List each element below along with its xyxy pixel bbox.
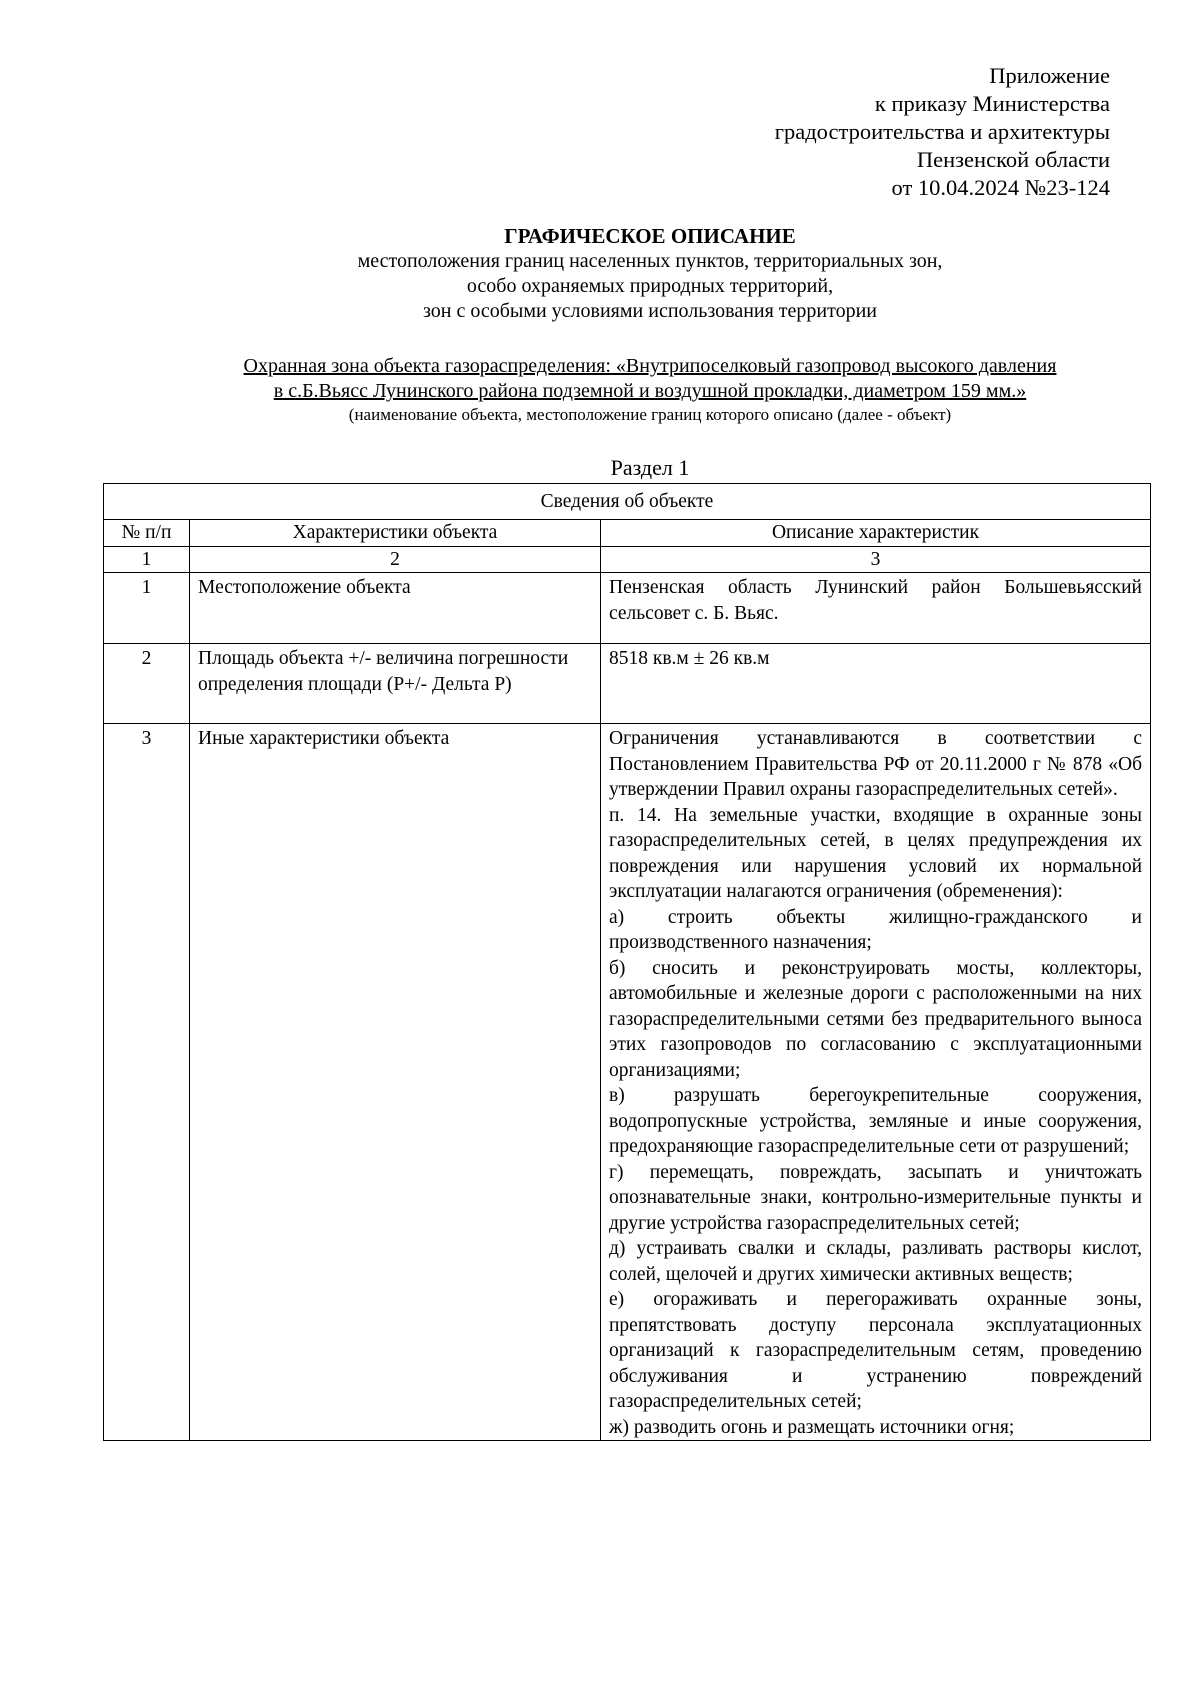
description-paragraph: п. 14. На земельные участки, входящие в охранные зоны газораспределительных сетей, в целях предупреждения их повреждения или нарушения условий их нормальной эксплуатации налагаются ограничения (обременения):: [609, 804, 1142, 902]
description-paragraph: 8518 кв.м ± 26 кв.м: [609, 648, 770, 669]
table-caption-row: [104, 484, 1151, 520]
object-name-line: Охранная зона объекта газораспределения: «Внутрипоселковый газопровод высокого давления: [243, 355, 1057, 377]
row-number: 1: [104, 573, 190, 644]
table-column-numbers-row: [104, 546, 1151, 573]
table-caption: Сведения об объекте: [104, 484, 1151, 520]
description-paragraph: а) строить объекты жилищно-гражданского и производственного назначения;: [609, 906, 1142, 953]
table-row: [104, 724, 1151, 1441]
appendix-line: градостроительства и архитектуры: [774, 119, 1110, 144]
column-header: Характеристики объекта: [190, 520, 601, 547]
row-description: [601, 724, 1151, 1441]
table-row: [104, 644, 1151, 724]
description-paragraph: е) огораживать и перегораживать охранные зоны, препятствовать доступу персонала эксплуатационных организаций к газораспределительным сетям, проведению обслуживания и устранению повреждений газораспределительных сетей;: [609, 1289, 1142, 1412]
row-description: [601, 644, 1151, 724]
appendix-header: [775, 62, 1110, 202]
description-paragraph: в) разрушать берегоукрепительные сооружения, водопропускные устройства, земляные и иные сооружения, предохраняющие газораспределительные сети от разрушений;: [609, 1085, 1142, 1157]
row-characteristic: Иные характеристики объекта: [190, 724, 601, 1441]
object-name-line: в с.Б.Вьясс Лунинского района подземной и воздушной прокладки, диаметром 159 мм.»: [273, 380, 1027, 402]
title-subline: особо охраняемых природных территорий,: [466, 275, 834, 297]
object-info-table: [103, 483, 1151, 1441]
description-paragraph: д) устраивать свалки и склады, разливать растворы кислот, солей, щелочей и других химически активных веществ;: [609, 1238, 1142, 1285]
description-paragraph: б) сносить и реконструировать мосты, коллекторы, автомобильные и железные дороги с расположенными на них газораспределительными сетями без предварительного выноса этих газопроводов по согласованию с эксплуатационными организациями;: [609, 957, 1142, 1081]
appendix-line: Пензенской области: [916, 147, 1110, 172]
column-header: № п/п: [104, 520, 190, 547]
column-number: 1: [104, 546, 190, 573]
row-description: [601, 573, 1151, 644]
document-title-block: [103, 224, 1197, 324]
table-row: [104, 573, 1151, 644]
description-paragraph: Пензенская область Лунинский район Большевьясский сельсовет с. Б. Вьяс.: [609, 577, 1142, 624]
document-title: ГРАФИЧЕСКОЕ ОПИСАНИЕ: [504, 224, 796, 248]
column-header: Описание характеристик: [601, 520, 1151, 547]
object-name-caption: (наименование объекта, местоположение границ которого описано (далее - объект): [348, 405, 952, 424]
description-paragraph: Ограничения устанавливаются в соответствии с Постановлением Правительства РФ от 20.11.2000 г № 878 «Об утверждении Правил охраны газораспределительных сетей».: [609, 728, 1142, 800]
row-number: 3: [104, 724, 190, 1441]
description-paragraph: г) перемещать, повреждать, засыпать и уничтожать опознавательные знаки, контрольно-измерительные пункты и другие устройства газораспределительных сетей;: [609, 1161, 1142, 1234]
row-characteristic: Местоположение объекта: [190, 573, 601, 644]
section-title: Раздел 1: [610, 455, 690, 480]
title-subline: зон с особыми условиями использования территории: [422, 300, 878, 322]
column-number: 2: [190, 546, 601, 573]
row-characteristic: Площадь объекта +/- величина погрешности определения площади (P+/- Дельта P): [190, 644, 601, 724]
title-subline: местоположения границ населенных пунктов, территориальных зон,: [357, 250, 943, 272]
table-header-row: [104, 520, 1151, 547]
row-number: 2: [104, 644, 190, 724]
appendix-line: Приложение: [989, 63, 1110, 88]
column-number: 3: [601, 546, 1151, 573]
description-paragraph: ж) разводить огонь и размещать источники огня;: [609, 1416, 1015, 1438]
appendix-date-number: от 10.04.2024 №23-124: [891, 175, 1110, 200]
appendix-line: к приказу Министерства: [874, 91, 1110, 116]
object-name-block: [103, 354, 1197, 426]
